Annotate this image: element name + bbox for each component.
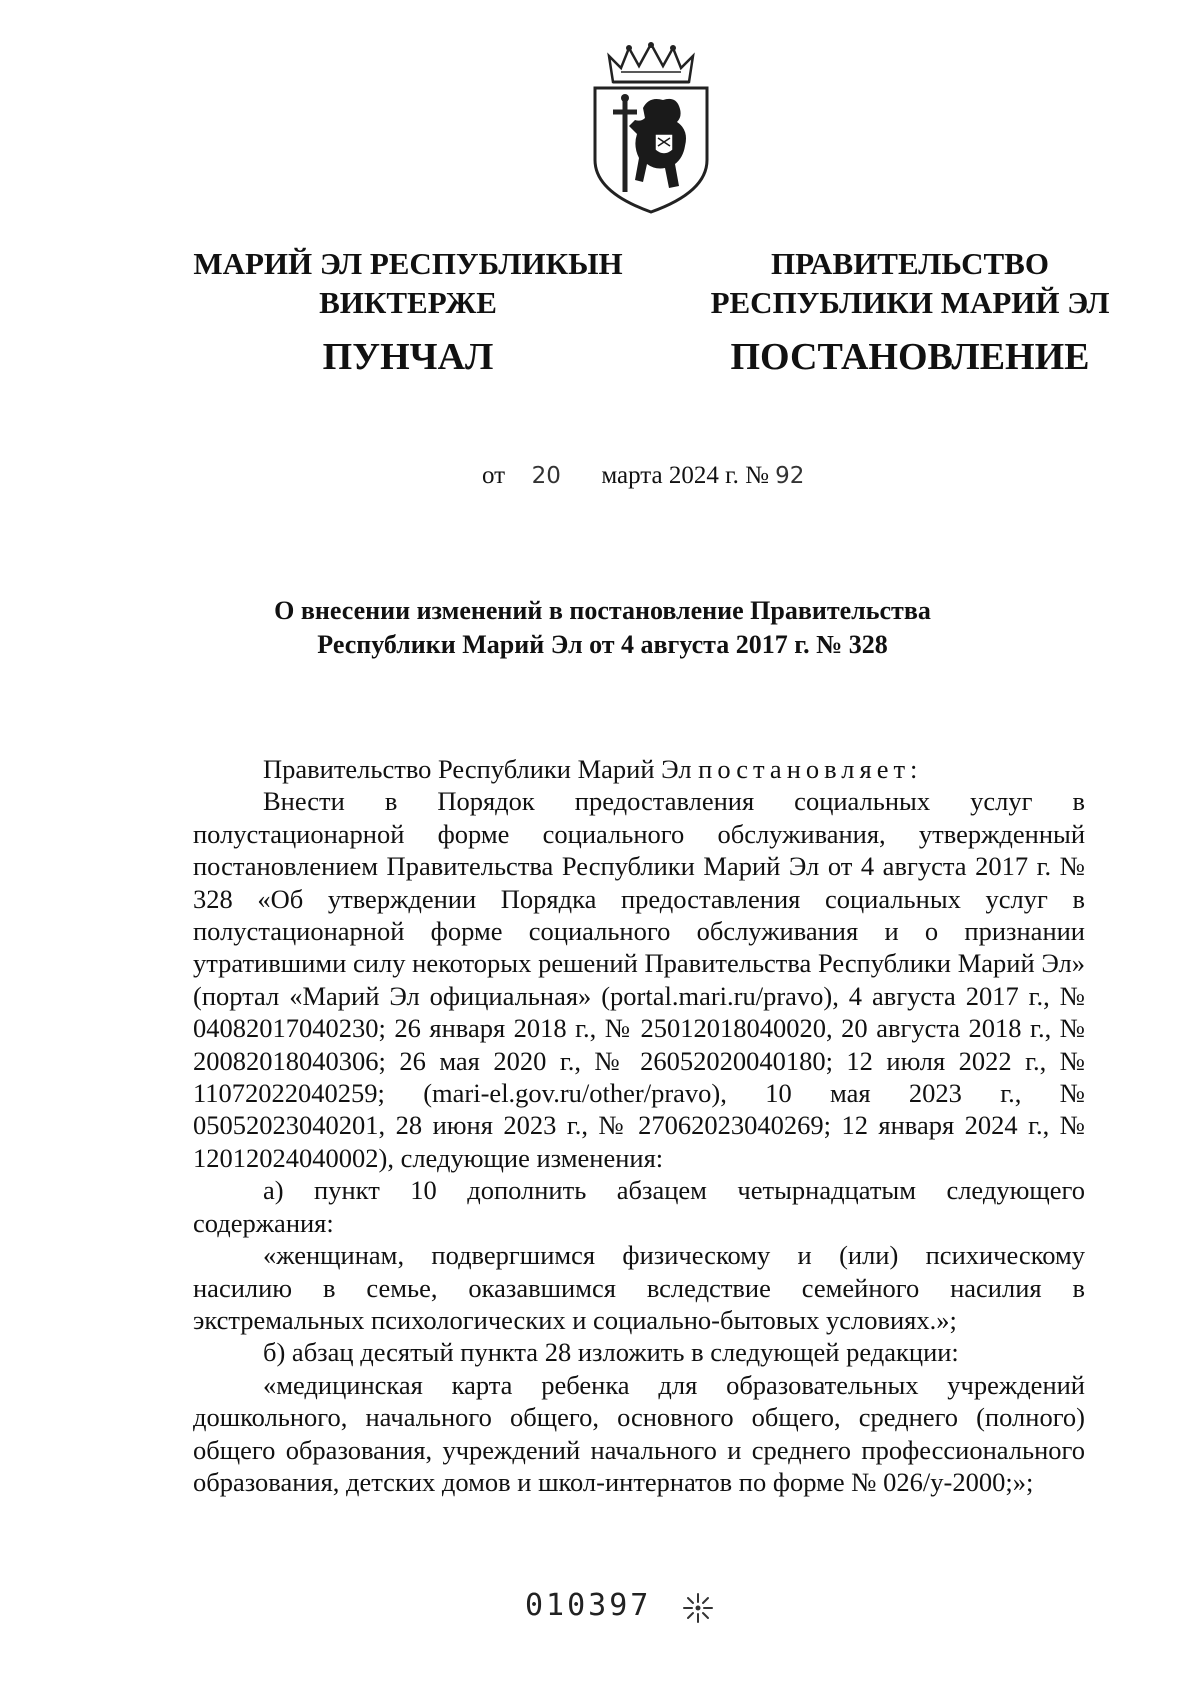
header-right-line2: РЕСПУБЛИКИ МАРИЙ ЭЛ: [710, 285, 1110, 320]
header-right-doc-type: ПОСТАНОВЛЕНИЕ: [730, 336, 1090, 378]
header-right-block: [680, 248, 1140, 376]
coat-of-arms-emblem: [591, 42, 711, 214]
body-paragraph-item-a: а) пункт 10 дополнить абзацем четырнадцатым следующего содержания:: [193, 1175, 1085, 1238]
document-date-line: [482, 462, 804, 490]
header-left-line1: МАРИЙ ЭЛ РЕСПУБЛИКЫН: [193, 246, 623, 281]
date-prefix: от: [482, 462, 506, 489]
header-right-line1: ПРАВИТЕЛЬСТВО: [771, 246, 1049, 281]
form-serial-number: 010397: [525, 1588, 652, 1623]
document-number: 92: [775, 463, 805, 489]
ornament-star-icon: [680, 1590, 716, 1626]
body-paragraph-item-a-text: «женщинам, подвергшимся физическому и (или) психическому насилию в семье, оказавшимся вследствие семейного насилия в экстремальных психологических и социально-бытовых условиях.»;: [193, 1240, 1085, 1335]
document-body: [193, 753, 1085, 1498]
date-day: 20: [531, 463, 561, 489]
body-paragraph-decree: [193, 753, 1085, 785]
decree-lead: Правительство Республики Марий Эл: [263, 754, 692, 784]
body-paragraph-amendments: Внести в Порядок предоставления социальных услуг в полустационарной форме социального обслуживания, утвержденный постановлением Правительства Республики Марий Эл от 4 августа 2017 г. № 328 «Об утверждении Порядка предоставления социальных услуг в полустационарной форме социального обслуживания и о признании утратившими силу некоторых решений Правительства Республики Марий Эл» (портал «Марий Эл официальная» (portal.mari.ru/pravo), 4 августа 2017 г., № 04082017040230; 26 января 2018 г., № 25012018040020, 20 августа 2018 г., № 20082018040306; 26 мая 2020 г., № 26052020040180; 12 июля 2022 г., № 11072022040259; (mari-el.gov.ru/other/pravo), 10 мая 2023 г., № 05052023040201, 28 июня 2023 г., № 27062023040269; 12 января 2024 г., № 12012024040002), следующие изменения:: [193, 786, 1085, 1173]
body-paragraph-item-b: б) абзац десятый пункта 28 изложить в следующей редакции:: [263, 1337, 959, 1368]
document-title: [180, 594, 1025, 662]
decree-verb: постановляет:: [698, 754, 923, 784]
header-left-line2: ВИКТЕРЖЕ: [319, 285, 497, 320]
header-left-block: [178, 248, 638, 376]
header-left-doc-type: ПУНЧАЛ: [322, 336, 494, 378]
body-paragraph-item-b-text: «медицинская карта ребенка для образовательных учреждений дошкольного, начального общего, основного общего, среднего (полного) общего образования, учреждений начального и среднего профессионального образования, детских домов и школ-интернатов по форме № 026/у-2000;»;: [193, 1369, 1085, 1497]
title-line2: Республики Марий Эл от 4 августа 2017 г. № 328: [317, 630, 888, 659]
title-line1: О внесении изменений в постановление Правительства: [274, 596, 931, 625]
date-month-year: марта 2024 г. №: [601, 462, 769, 489]
